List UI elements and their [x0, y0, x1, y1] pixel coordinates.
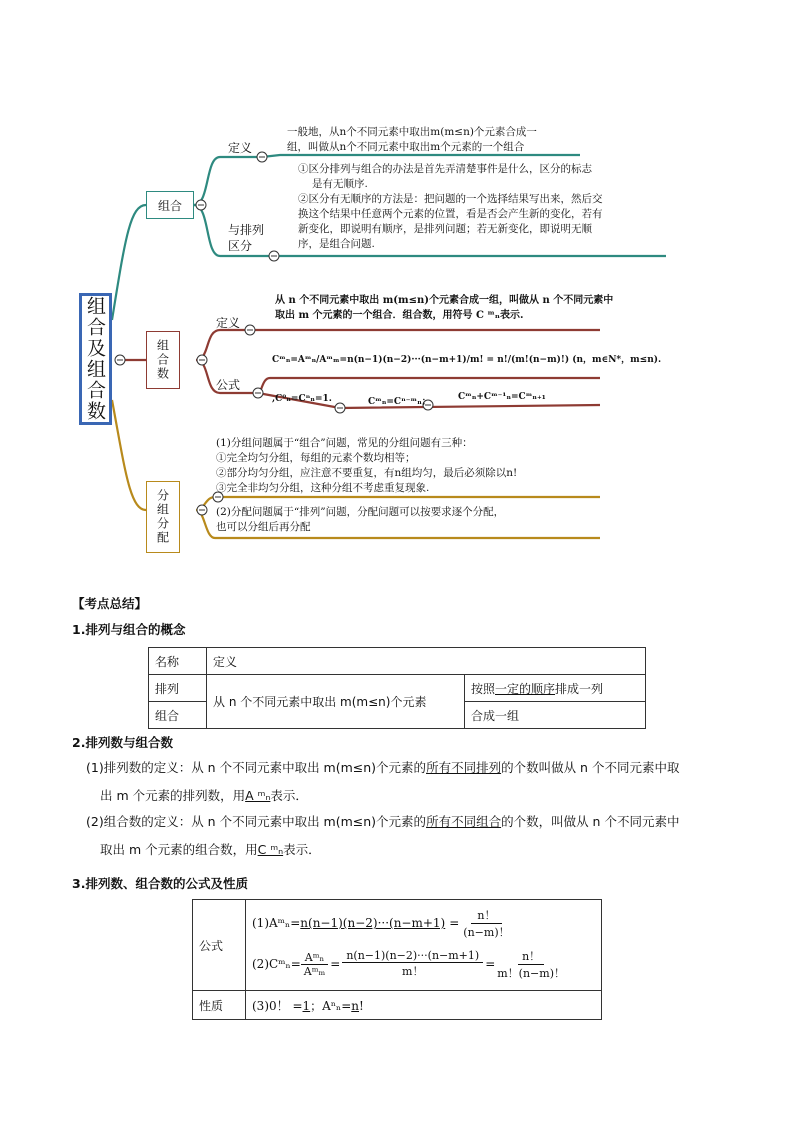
- b1-def-text: 一般地，从n个不同元素中取出m(m≤n)个元素合成一 组，叫做从n个不同元素中取出m个元素的一个组合: [287, 126, 537, 153]
- node-combination: [146, 191, 194, 219]
- sec2-title: 2.排列数与组合数: [72, 735, 173, 750]
- summary-title: 【考点总结】: [72, 596, 148, 611]
- formula-C: (2)Cᵐₙ= Aᵐₙ Aᵐₘ = $\frac{n(n-1)(n-2)\cdot\cdot\cdot(n-m+1)}{m!}$ = $\frac{n!}{m!(n-m)!}$: [252, 949, 565, 980]
- t1-h1: 名称: [149, 648, 207, 675]
- sec3-title: 3.排列数、组合数的公式及性质: [72, 876, 248, 891]
- b3-text2: (2)分配问题属于“排列”问题，分配问题可以按要求逐个分配， 也可以分组后再分配: [216, 506, 505, 533]
- t1-r2c3: 合成一组: [465, 702, 646, 729]
- t2-row1-label: 公式: [193, 900, 246, 991]
- b1-diff-text: ①区分排列与组合的办法是首先弄清楚事件是什么，区分的标志 是有无顺序. ②区分有无顺序的方法是：把问题的一个选择结果写出来，然后交 换这个结果中任意两个元素的位置，看是否会产生新的变化，若有 新变化，即说明有顺序，是排列问题；若无新变化，即说明无顺 序，是组合问题.: [298, 163, 603, 250]
- b2-formula-b: Cᵐₙ=Cⁿ⁻ᵐₙ；: [368, 397, 431, 407]
- t2-row2-label: 性质: [193, 991, 246, 1020]
- b2-formula-label: 公式: [216, 378, 241, 392]
- b2-formula-a: ,C⁰ₙ=Cⁿₙ=1.: [272, 394, 332, 404]
- node-combination-label: 组合: [157, 198, 182, 213]
- node-grouping-label: 分组分配: [155, 489, 170, 545]
- t1-r2c1: 组合: [149, 702, 207, 729]
- concept-table: [148, 647, 646, 729]
- t2-formulas: [246, 900, 602, 991]
- sec2-p1: (1)排列数的定义：从 n 个不同元素中取出 m(m≤n)个元素的所有不同排列的个数叫做从 n 个不同元素中取 出 m 个元素的排列数，用A ᵐₙ表示．: [86, 760, 680, 803]
- t1-common: 从 n 个不同元素中取出 m(m≤n)个元素: [207, 675, 465, 729]
- sec1-title: 1.排列与组合的概念: [72, 622, 186, 637]
- t1-r1c3: 按照一定的顺序排成一列: [465, 675, 646, 702]
- root-label: 组合及组合数: [84, 296, 106, 422]
- t1-h2: 定义: [207, 648, 646, 675]
- formula-A: (1)Aᵐₙ= n(n−1)(n−2)···(n−m+1) = $\frac{n!}{(n-m)!}$: [252, 908, 510, 939]
- node-combination-number: [146, 331, 180, 389]
- b2-def-text: 从 n 个不同元素中取出 m(m≤n)个元素合成一组，叫做从 n 个不同元素中 取出 m 个元素的一个组合．组合数，用符号 C ᵐₙ表示.: [275, 295, 614, 321]
- b2-formula-c: Cᵐₙ+Cᵐ⁻¹ₙ=Cᵐₙ₊₁: [458, 392, 546, 402]
- b1-diff-label: 与排列 区分: [228, 223, 265, 253]
- b2-formula-main: Cᵐₙ=Aᵐₙ/Aᵐₘ=n(n−1)(n−2)···(n−m+1)/m! = n!/(m!(n−m)!) (n，m∈N*，m≤n).: [272, 355, 662, 365]
- b3-text1: (1)分组问题属于“组合”问题，常见的分组问题有三种： ①完全均匀分组，每组的元素个数均相等； ②部分均匀分组，应注意不要重复，有n组均匀，最后必须除以n! ③完全非均匀分组，这种分组不考虑重复现象.: [216, 437, 518, 494]
- formula-table: [192, 899, 602, 1020]
- t1-r1c1: 排列: [149, 675, 207, 702]
- b2-def-label: 定义: [216, 316, 241, 330]
- b1-def-label: 定义: [228, 141, 253, 155]
- node-combination-number-label: 组合数: [155, 339, 170, 381]
- t2-property: (3)0！ =1；Aⁿₙ=n!: [246, 991, 602, 1020]
- node-grouping: [146, 481, 180, 553]
- mindmap-root: [79, 293, 112, 425]
- sec2-p2: (2)组合数的定义：从 n 个不同元素中取出 m(m≤n)个元素的所有不同组合的个数，叫做从 n 个不同元素中 取出 m 个元素的组合数，用C ᵐₙ表示．: [86, 814, 680, 857]
